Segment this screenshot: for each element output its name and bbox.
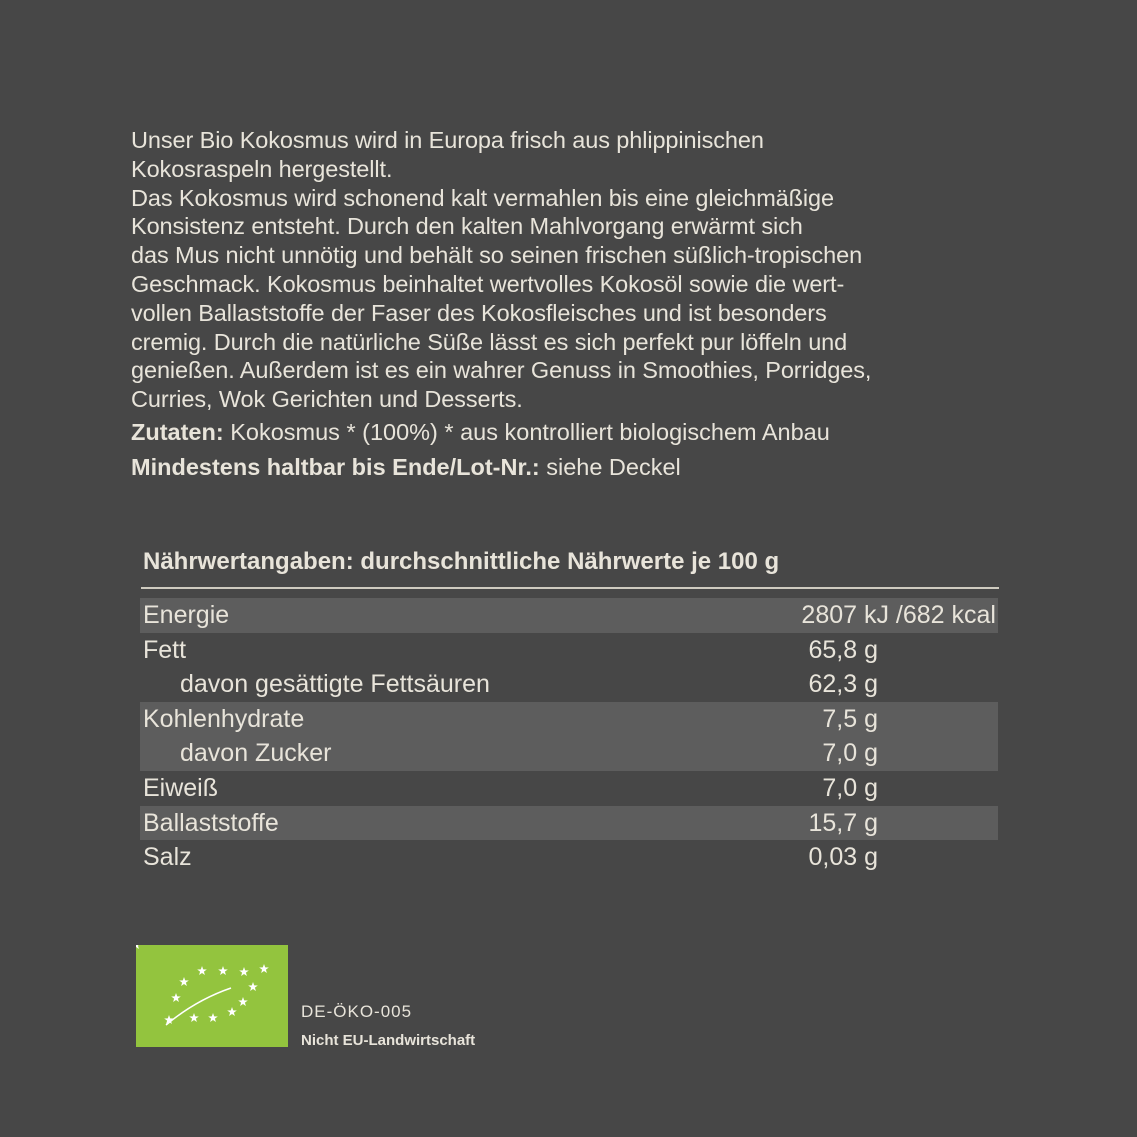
nutrient-value: 62,3 g xyxy=(808,670,878,699)
best-before-label: Mindestens haltbar bis Ende/Lot-Nr.: xyxy=(131,454,540,480)
nutrient-label: davon gesättigte Fettsäuren xyxy=(180,670,490,699)
description-line: Das Kokosmus wird schonend kalt vermahlen bis eine gleichmäßige xyxy=(131,184,834,211)
nutrition-divider xyxy=(141,587,999,589)
description-line: Konsistenz entsteht. Durch den kalten Mahlvorgang erwärmt sich xyxy=(131,213,803,240)
best-before-value: siehe Deckel xyxy=(539,454,681,480)
table-row xyxy=(140,702,998,737)
nutrition-title: Nährwertangaben: durchschnittliche Nährwerte je 100 g xyxy=(143,548,780,575)
description-line: das Mus nicht unnötig und behält so seinen frischen süßlich-tropischen xyxy=(131,242,863,269)
nutrient-label: Salz xyxy=(143,843,192,872)
nutrient-label: davon Zucker xyxy=(180,739,332,768)
nutrient-value: 2807 kJ /682 kcal xyxy=(801,601,996,629)
description-line: Curries, Wok Gerichten und Desserts. xyxy=(131,386,523,413)
table-row xyxy=(140,806,998,841)
table-row xyxy=(140,840,998,875)
description-line: Unser Bio Kokosmus wird in Europa frisch aus phlippinischen xyxy=(131,127,764,153)
nutrient-value: 15,7 g xyxy=(808,808,878,837)
description-line: Kokosraspeln hergestellt. xyxy=(131,155,393,182)
description-line: Geschmack. Kokosmus beinhaltet wertvolles Kokosöl sowie die wert- xyxy=(131,270,845,297)
agriculture-origin: Nicht EU-Landwirtschaft xyxy=(301,1032,476,1049)
table-row xyxy=(140,667,998,702)
table-row xyxy=(140,736,998,771)
nutrient-value: 7,0 g xyxy=(822,773,878,802)
description-line: genießen. Außerdem ist es ein wahrer Genuss in Smoothies, Porridges, xyxy=(131,357,872,384)
description-line: vollen Ballaststoffe der Faser des Kokosfleisches und ist besonders xyxy=(131,299,827,326)
nutrient-value: 7,5 g xyxy=(822,704,878,733)
nutrient-label: Eiweiß xyxy=(143,773,219,802)
ingredients xyxy=(131,419,1051,446)
eu-organic-leaf-icon xyxy=(136,945,288,1047)
description-line: cremig. Durch die natürliche Süße lässt es sich perfekt pur löffeln und xyxy=(131,328,848,355)
organic-control-code: DE-ÖKO-005 xyxy=(301,1002,413,1021)
best-before xyxy=(131,454,1051,481)
nutrient-label: Energie xyxy=(143,601,230,629)
nutrient-label: Kohlenhydrate xyxy=(143,704,305,733)
nutrient-value: 7,0 g xyxy=(822,739,878,768)
table-row xyxy=(140,633,998,668)
nutrient-label: Ballaststoffe xyxy=(143,808,279,837)
table-row xyxy=(140,771,998,806)
ingredients-label: Zutaten: xyxy=(131,419,224,445)
nutrient-value: 0,03 g xyxy=(808,843,878,872)
product-description xyxy=(131,126,1051,414)
nutrient-value: 65,8 g xyxy=(808,635,878,664)
nutrient-label: Fett xyxy=(143,635,187,664)
ingredients-value: Kokosmus * (100%) * aus kontrolliert biologischem Anbau xyxy=(223,419,830,445)
table-row xyxy=(140,598,998,633)
nutrition-table xyxy=(140,598,998,875)
